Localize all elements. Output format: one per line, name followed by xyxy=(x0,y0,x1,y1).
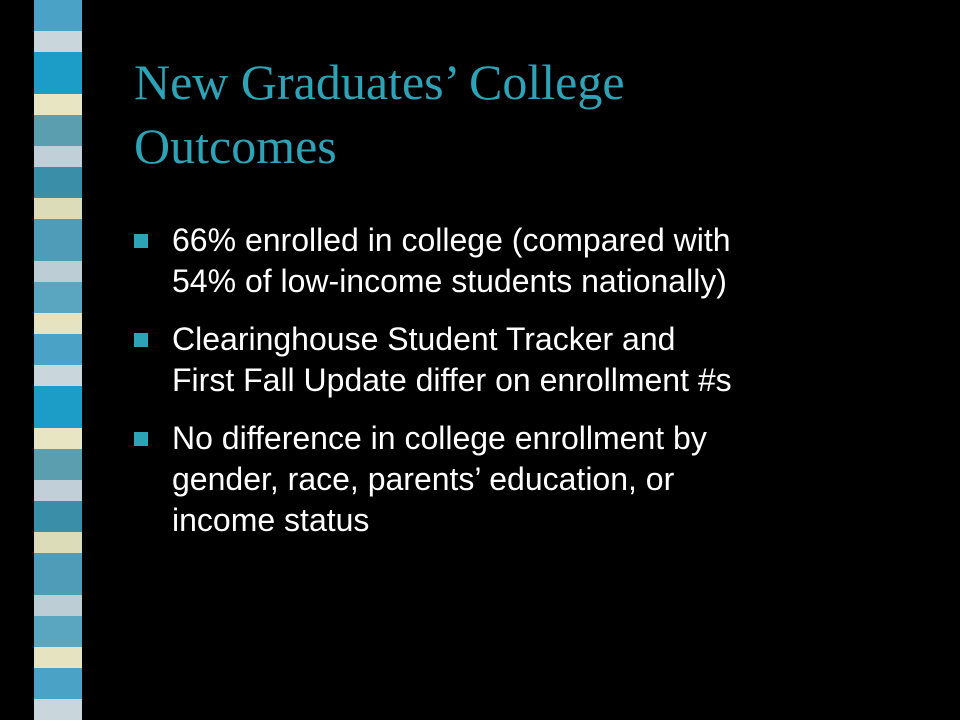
stripe-bar xyxy=(34,31,82,52)
square-bullet-icon xyxy=(134,432,148,446)
bullet-line: income status xyxy=(172,502,370,538)
slide-title xyxy=(134,50,924,178)
title-line-1: New Graduates’ College xyxy=(134,54,625,110)
stripe-bar xyxy=(34,699,82,720)
stripe-bar xyxy=(34,334,82,365)
stripe-bar xyxy=(34,313,82,334)
bullet-list xyxy=(134,220,934,558)
bullet-item-clearinghouse xyxy=(134,319,934,401)
stripe-bar xyxy=(34,52,82,94)
bullet-item-no-difference xyxy=(134,418,934,541)
stripe-bar xyxy=(34,261,82,282)
stripe-bar xyxy=(34,668,82,699)
bullet-line: 54% of low-income students nationally) xyxy=(172,263,727,299)
stripe-bar xyxy=(34,365,82,386)
square-bullet-icon xyxy=(134,234,148,248)
stripe-bar xyxy=(34,647,82,668)
stripe-bar xyxy=(34,616,82,647)
stripe-bar xyxy=(34,94,82,115)
stripe-bar xyxy=(34,282,82,313)
stripe-bar xyxy=(34,553,82,595)
stripe-bar xyxy=(34,198,82,219)
stripe-bar xyxy=(34,501,82,532)
bullet-line: First Fall Update differ on enrollment #s xyxy=(172,362,732,398)
bullet-line: 66% enrolled in college (compared with xyxy=(172,222,731,258)
stripe-bar xyxy=(34,146,82,167)
stripe-bar xyxy=(34,480,82,501)
decorative-stripe-column xyxy=(0,0,104,720)
bullet-line: Clearinghouse Student Tracker and xyxy=(172,321,676,357)
stripe-bar xyxy=(34,595,82,616)
bullet-item-enrollment xyxy=(134,220,934,302)
bullet-line: gender, race, parents’ education, or xyxy=(172,461,675,497)
stripe-bar xyxy=(34,115,82,146)
stripe-bar xyxy=(34,219,82,261)
stripe-bar xyxy=(34,0,82,31)
square-bullet-icon xyxy=(134,333,148,347)
stripe-edge-divider xyxy=(82,0,88,720)
bullet-line: No difference in college enrollment by xyxy=(172,420,707,456)
stripe-bar xyxy=(34,532,82,553)
stripe-bar xyxy=(34,386,82,428)
title-line-2: Outcomes xyxy=(134,118,337,174)
stripe-bar xyxy=(34,167,82,198)
stripe-bars xyxy=(34,0,82,720)
stripe-bar xyxy=(34,428,82,449)
stripe-bar xyxy=(34,449,82,480)
